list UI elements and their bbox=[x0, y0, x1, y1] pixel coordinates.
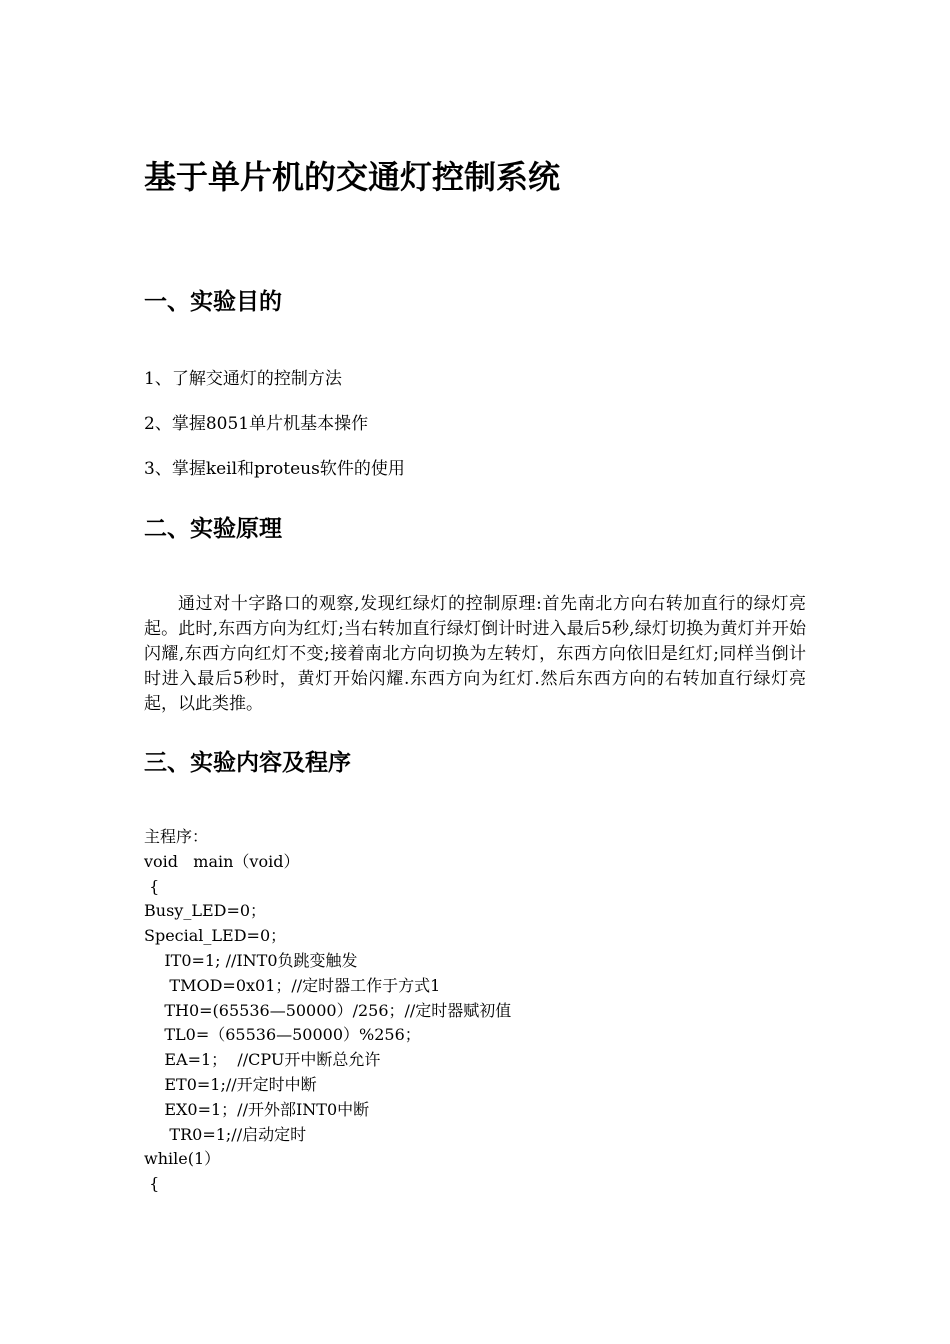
purpose-item-2: 2、掌握8051单片机基本操作 bbox=[144, 414, 369, 434]
purpose-item-3: 3、掌握keil和proteus软件的使用 bbox=[144, 459, 405, 479]
section-heading-content: 三、实验内容及程序 bbox=[144, 750, 351, 776]
purpose-item-1: 1、了解交通灯的控制方法 bbox=[144, 369, 342, 389]
code-line: TMOD=0x01；//定时器工作于方式1 bbox=[144, 975, 441, 995]
code-line: { bbox=[144, 876, 160, 896]
program-code-block bbox=[144, 825, 511, 1197]
code-line: { bbox=[144, 1174, 160, 1194]
code-line: while(1） bbox=[144, 1149, 221, 1169]
principle-paragraph: 通过对十字路口的观察,发现红绿灯的控制原理:首先南北方向右转加直行的绿灯亮起。此时,东西方向为红灯;当右转加直行绿灯倒计时进入最后5秒,绿灯切换为黄灯并开始闪耀,东西方向红灯不变;接着南北方向切换为左转灯，东西方向依旧是红灯;同样当倒计时进入最后5秒时，黄灯开始闪耀.东西方向为红灯.然后东西方向的右转加直行绿灯亮起，以此类推。 bbox=[144, 594, 806, 714]
section-heading-principle: 二、实验原理 bbox=[144, 516, 282, 542]
code-line: void main（void） bbox=[144, 851, 300, 871]
code-line: Special_LED=0； bbox=[144, 926, 287, 946]
code-line: TL0=（65536—50000）%256； bbox=[144, 1025, 421, 1045]
code-line: 主程序： bbox=[144, 827, 209, 846]
code-line: EA=1； //CPU开中断总允许 bbox=[144, 1050, 381, 1070]
code-line: EX0=1；//开外部INT0中断 bbox=[144, 1099, 370, 1119]
code-line: Busy_LED=0； bbox=[144, 901, 267, 921]
code-line: IT0=1; //INT0负跳变触发 bbox=[144, 950, 358, 970]
code-line: TR0=1;//启动定时 bbox=[144, 1124, 307, 1144]
document-title: 基于单片机的交通灯控制系统 bbox=[144, 158, 561, 196]
code-line: TH0=(65536—50000）/256；//定时器赋初值 bbox=[144, 1000, 512, 1020]
section-heading-purpose: 一、实验目的 bbox=[144, 289, 282, 315]
code-line: ET0=1;//开定时中断 bbox=[144, 1074, 317, 1094]
